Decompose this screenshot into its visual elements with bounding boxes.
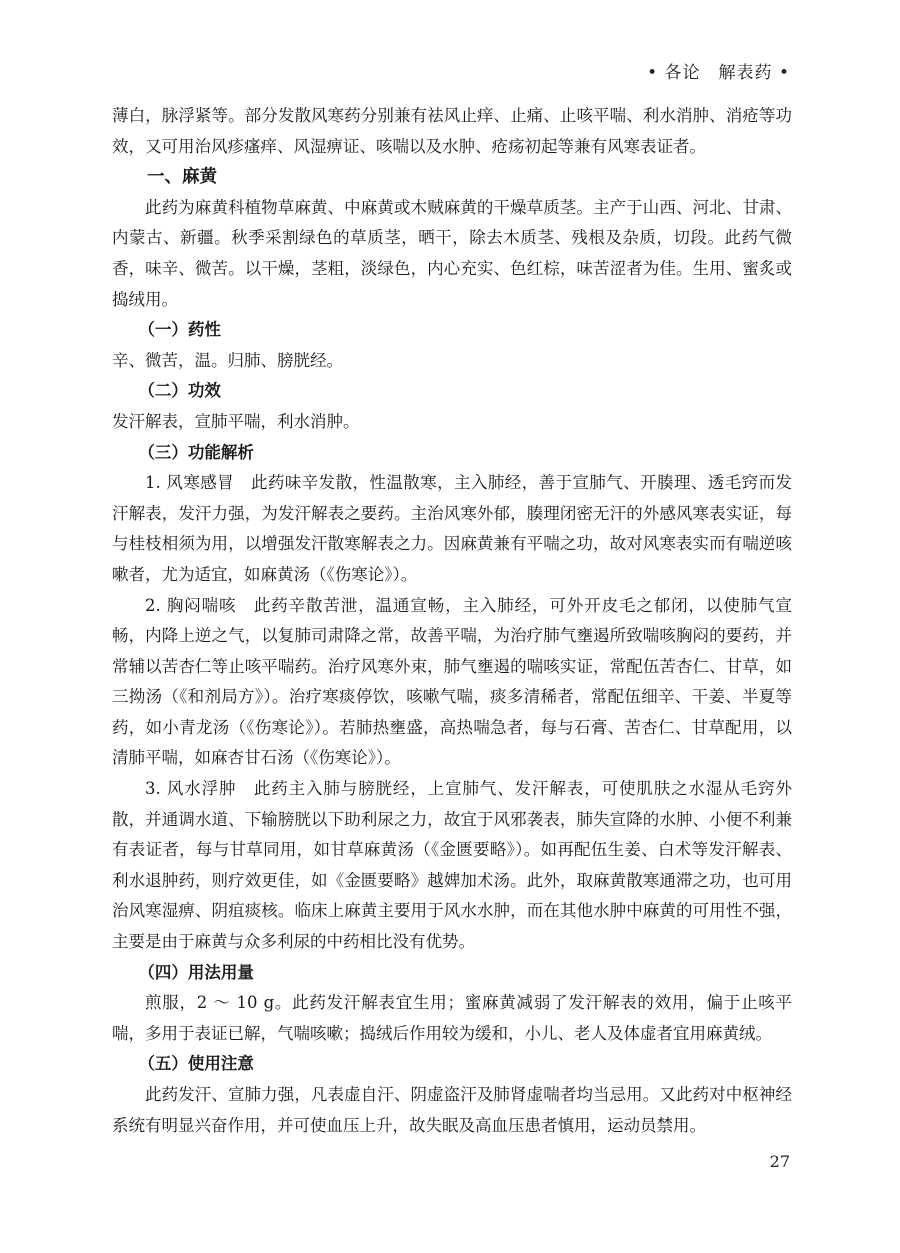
section-heading-mahuang: 一、麻黄	[147, 167, 217, 188]
running-header: • 各论 解表药 •	[647, 63, 790, 83]
paragraph-efficacy: 发汗解表，宣肺平喘，利水消肿。	[112, 411, 360, 431]
subheading-efficacy: （二）功效	[138, 381, 221, 401]
main-text	[112, 101, 792, 1141]
subheading-property: （一）药性	[138, 320, 221, 340]
paragraph-source: 此药为麻黄科植物草麻黄、中麻黄或木贼麻黄的干燥草质茎。主产于山西、河北、甘肃、内蒙古、新疆。秋季采割绿色的草质茎，晒干，除去木质茎、残根及杂质，切段。此药气微香，味辛、微苦。以干燥，茎粗，淡绿色，内心充实、色红棕，味苦涩者为佳。生用、蜜炙或捣绒用。	[112, 197, 792, 309]
subheading-usage: （四）用法用量	[138, 962, 254, 982]
subheading-analysis: （三）功能解析	[138, 442, 254, 462]
paragraph-cautions: 此药发汗、宣肺力强，凡表虚自汗、阴虚盗汗及肺肾虚喘者均当忌用。又此药对中枢神经系统有明显兴奋作用，并可使血压上升，故失眠及高血压患者慎用，运动员禁用。	[112, 1085, 792, 1135]
paragraph-analysis-1: 1. 风寒感冒 此药味辛发散，性温散寒，主入肺经，善于宣肺气、开腠理、透毛窍而发汗解表，发汗力强，为发汗解表之要药。主治风寒外郁，腠理闭密无汗的外感风寒表实证，每与桂枝相须为用，以增强发汗散寒解表之力。因麻黄兼有平喘之功，故对风寒表实而有喘逆咳嗽者，尤为适宜，如麻黄汤（《伤寒论》）。	[112, 473, 792, 584]
page-number: 27	[769, 1152, 790, 1171]
subheading-cautions: （五）使用注意	[138, 1054, 254, 1074]
paragraph-property: 辛、微苦，温。归肺、膀胱经。	[112, 350, 343, 370]
paragraph-intro-continuation: 薄白，脉浮紧等。部分发散风寒药分别兼有祛风止痒、止痛、止咳平喘、利水消肿、消疮等功效，又可用治风疹瘙痒、风湿痹证、咳喘以及水肿、疮疡初起等兼有风寒表证者。	[112, 106, 792, 156]
paragraph-usage: 煎服，2 ～ 10 g。此药发汗解表宜生用；蜜麻黄减弱了发汗解表的效用，偏于止咳平喘，多用于表证已解，气喘咳嗽；捣绒后作用较为缓和，小儿、老人及体虚者宜用麻黄绒。	[112, 993, 792, 1043]
paragraph-analysis-2: 2. 胸闷喘咳 此药辛散苦泄，温通宣畅，主入肺经，可外开皮毛之郁闭，以使肺气宣畅，内降上逆之气，以复肺司肃降之常，故善平喘，为治疗肺气壅遏所致喘咳胸闷的要药，并常辅以苦杏仁等止咳平喘药。治疗风寒外束，肺气壅遏的喘咳实证，常配伍苦杏仁、甘草，如三拗汤（《和剂局方》）。治疗寒痰停饮，咳嗽气喘，痰多清稀者，常配伍细辛、干姜、半夏等药，如小青龙汤（《伤寒论》）。若肺热壅盛，高热喘急者，每与石膏、苦杏仁、甘草配用，以清肺平喘，如麻杏甘石汤（《伤寒论》）。	[112, 595, 792, 768]
paragraph-analysis-3: 3. 风水浮肿 此药主入肺与膀胱经，上宣肺气、发汗解表，可使肌肤之水湿从毛窍外散，并通调水道、下输膀胱以下助利尿之力，故宜于风邪袭表，肺失宣降的水肿、小便不利兼有表证者，每与甘草同用，如甘草麻黄汤（《金匮要略》）。如再配伍生姜、白术等发汗解表、利水退肿药，则疗效更佳，如《金匮要略》越婢加术汤。此外，取麻黄散寒通滞之功，也可用治风寒湿痹、阴疽痰核。临床上麻黄主要用于风水水肿，而在其他水肿中麻黄的可用性不强，主要是由于麻黄与众多利尿的中药相比没有优势。	[112, 779, 792, 952]
